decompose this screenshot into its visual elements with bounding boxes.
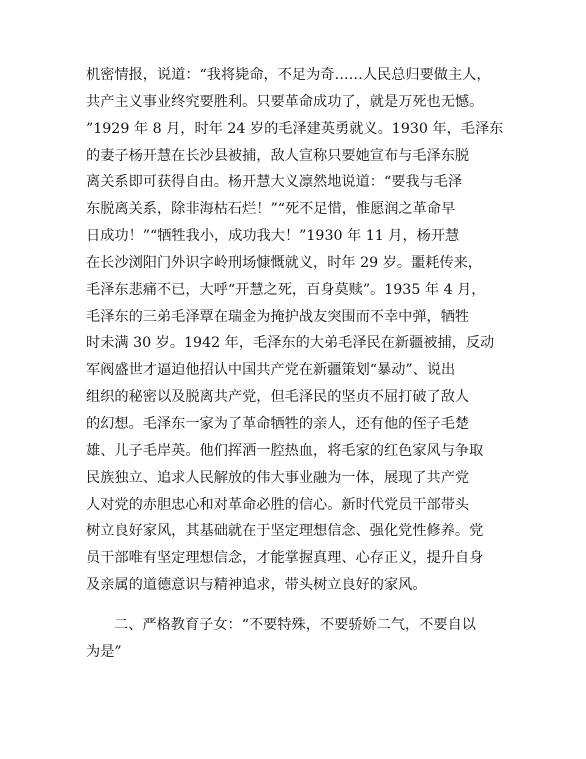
paragraph-line: 及亲属的道德意识与精神追求，带头树立良好的家风。 [86,577,427,594]
paragraph-line: 民族独立、追求人民解放的伟大事业融为一体，展现了共产党 [86,469,470,486]
paragraph-line: ”1929 年 8 月，时年 24 岁的毛泽建英勇就义。1930 年，毛泽东 [86,120,504,137]
body-paragraph [86,62,504,599]
paragraph-line: 日成功！”“牺牲我小，成功我大！”1930 年 11 月，杨开慧 [86,228,460,245]
paragraph-line: 员干部唯有坚定理想信念，才能掌握真理、心存正义，提升自身 [86,550,484,567]
paragraph-line: 共产主义事业终究要胜利。只要革命成功了，就是万死也无憾。 [86,93,484,110]
paragraph-line: 的妻子杨开慧在长沙县被捕，敌人宣称只要她宣布与毛泽东脱 [86,147,470,164]
paragraph-line: 毛泽东的三弟毛泽覃在瑞金为掩护战友突围而不幸中弹，牺牲 [86,308,470,325]
paragraph-line: 组织的秘密以及脱离共产党，但毛泽民的坚贞不屈打破了敌人 [86,389,470,406]
paragraph-line: 军阀盛世才逼迫他招认中国共产党在新疆策划“暴动”、说出 [86,362,456,379]
paragraph-line: 离关系即可获得自由。杨开慧大义凛然地说道：“要我与毛泽 [86,174,463,191]
paragraph-line: 毛泽东悲痛不已，大呼“开慧之死，百身莫赎”。1935 年 4 月， [86,281,486,298]
paragraph-line: 在长沙浏阳门外识字岭刑场慷慨就义，时年 29 岁。噩耗传来， [86,254,482,271]
paragraph-line: 雄、儿子毛岸英。他们挥洒一腔热血，将毛家的红色家风与争取 [86,442,484,459]
paragraph-line: 机密情报，说道：“我将毙命，不足为奇……人民总归要做主人， [86,67,491,83]
paragraph-line: 时未满 30 岁。1942 年，毛泽东的大弟毛泽民在新疆被捕，反动 [86,335,495,352]
paragraph-line: 树立良好家风，其基础就在于坚定理想信念、强化党性修养。党 [86,523,484,540]
section-heading-line: 二、严格教育子女：“不要特殊，不要骄娇二气，不要自以 [114,617,476,633]
paragraph-line: 人对党的赤胆忠心和对革命必胜的信心。新时代党员干部带头 [86,496,470,513]
paragraph-line: 东脱离关系，除非海枯石烂！”“死不足惜，惟愿润之革命早 [86,201,456,218]
section-heading [86,612,504,666]
paragraph-line: 的幻想。毛泽东一家为了革命牺牲的亲人，还有他的侄子毛楚 [86,415,470,432]
section-heading-line: 为是” [86,643,122,660]
